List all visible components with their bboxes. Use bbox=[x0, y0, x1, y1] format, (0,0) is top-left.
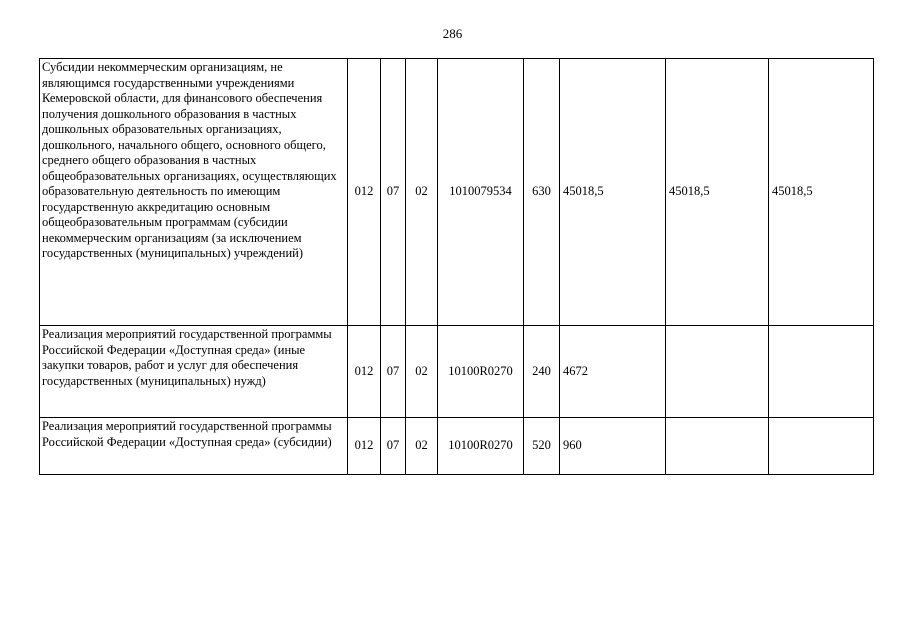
expense-type-code: 630 bbox=[524, 59, 560, 326]
section-code: 07 bbox=[381, 59, 406, 326]
expense-type-code: 240 bbox=[524, 326, 560, 418]
ministry-code: 012 bbox=[348, 326, 381, 418]
amount-1: 45018,5 bbox=[560, 59, 666, 326]
table-row bbox=[40, 59, 874, 326]
budget-table bbox=[39, 58, 874, 475]
amount-2 bbox=[666, 418, 769, 475]
target-article-code: 10100R0270 bbox=[438, 418, 524, 475]
ministry-code: 012 bbox=[348, 418, 381, 475]
row-name: Субсидии некоммерческим организациям, не являющимся государственными учреждениями Кемеровской области, для финансового обеспечения получения дошкольного образования в частных дошкольных образовательных организациях, дошкольного, начального общего, основного общего, среднего общего образования в частных общеобразовательных организациях, осуществляющих образовательную деятельность по имеющим государственную аккредитацию основным общеобразовательным программам (субсидии некоммерческим организациям (за исключением государственных (муниципальных) учреждений) bbox=[40, 59, 348, 326]
ministry-code: 012 bbox=[348, 59, 381, 326]
table-row bbox=[40, 418, 874, 475]
subsection-code: 02 bbox=[406, 326, 438, 418]
target-article-code: 1010079534 bbox=[438, 59, 524, 326]
section-code: 07 bbox=[381, 418, 406, 475]
page-number: 286 bbox=[442, 26, 463, 41]
table-row bbox=[40, 326, 874, 418]
subsection-code: 02 bbox=[406, 59, 438, 326]
section-code: 07 bbox=[381, 326, 406, 418]
amount-2: 45018,5 bbox=[666, 59, 769, 326]
amount-3 bbox=[769, 418, 874, 475]
row-name: Реализация мероприятий государственной программы Российской Федерации «Доступная среда» (субсидии) bbox=[40, 418, 348, 475]
amount-3: 45018,5 bbox=[769, 59, 874, 326]
amount-1: 960 bbox=[560, 418, 666, 475]
amount-1: 4672 bbox=[560, 326, 666, 418]
amount-3 bbox=[769, 326, 874, 418]
expense-type-code: 520 bbox=[524, 418, 560, 475]
subsection-code: 02 bbox=[406, 418, 438, 475]
row-name: Реализация мероприятий государственной программы Российской Федерации «Доступная среда» (иные закупки товаров, работ и услуг для обеспечения государственных (муниципальных) нужд) bbox=[40, 326, 348, 418]
target-article-code: 10100R0270 bbox=[438, 326, 524, 418]
amount-2 bbox=[666, 326, 769, 418]
